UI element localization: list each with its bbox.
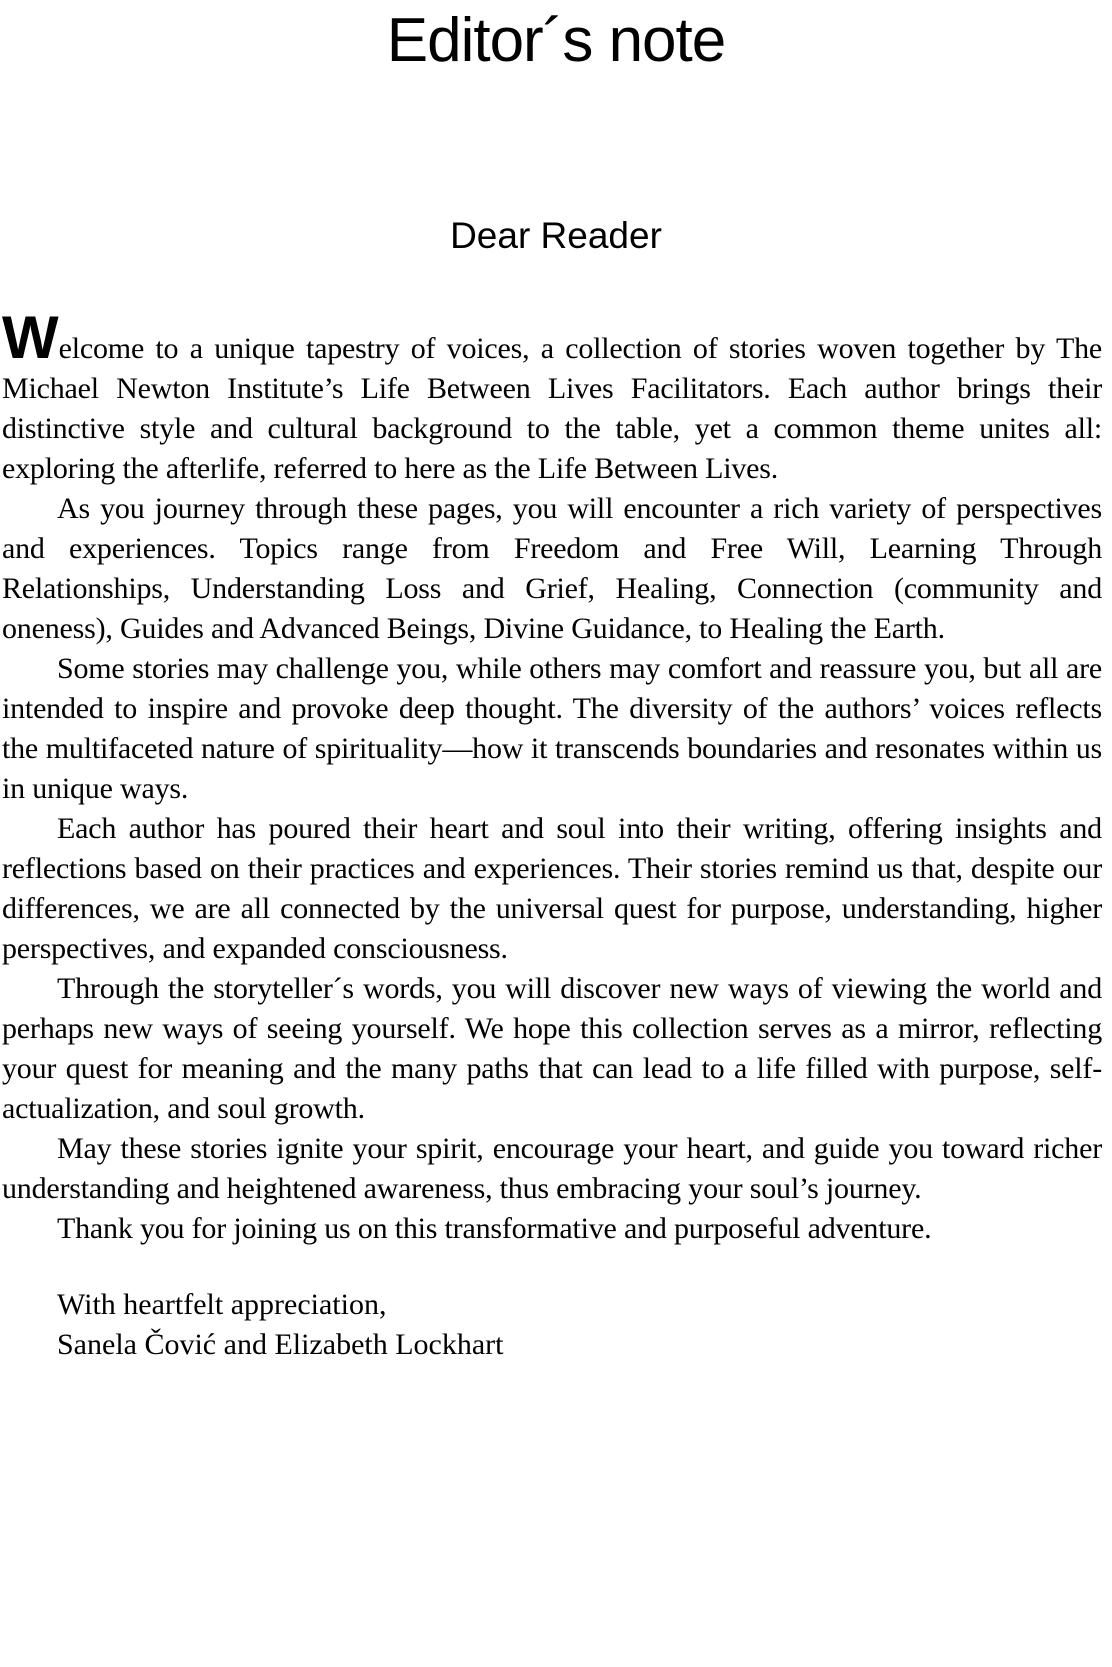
paragraph-text: elcome to a unique tapestry of voices, a collection of stories woven together by The Michael Newton Institute’s Life Between Lives Facilitators. Each author brings their distinctive style and cultural background to the table, yet a common theme unites all: exploring the afterlife, referred to here as the Life Between Lives.: [2, 332, 1102, 486]
paragraph-journey: As you journey through these pages, you will encounter a rich variety of perspectives and experiences. Topics range from Freedom and Free Will, Learning Through Relationships, Understanding Loss and Grief, Healing, Connection (community and oneness), Guides and Advanced Beings, Divine Guidance, to Healing the Earth.: [2, 492, 1102, 646]
letter-body: [2, 304, 1102, 1249]
page-title: Editor´s note: [386, 6, 726, 75]
closing-signature: Sanela Čović and Elizabeth Lockhart: [57, 1328, 504, 1362]
paragraph-storyteller: Through the storyteller´s words, you will discover new ways of viewing the world and perhaps new ways of seeing yourself. We hope this collection serves as a mirror, reflecting your quest for meaning and the many paths that can lead to a life filled with purpose, self-actualization, and soul growth.: [2, 972, 1102, 1126]
paragraph-welcome: [2, 304, 1102, 489]
paragraph-challenge: Some stories may challenge you, while others may comfort and reassure you, but all are intended to inspire and provoke deep thought. The diversity of the authors’ voices reflects the multifaceted nature of spirituality—how it transcends boundaries and resonates within us in unique ways.: [2, 652, 1102, 806]
salutation: Dear Reader: [450, 215, 662, 257]
closing-block: [2, 1285, 1102, 1365]
paragraph-thanks: Thank you for joining us on this transformative and purposeful adventure.: [57, 1212, 932, 1246]
closing-appreciation: With heartfelt appreciation,: [57, 1288, 387, 1322]
paragraph-ignite: May these stories ignite your spirit, encourage your heart, and guide you toward richer understanding and heightened awareness, thus embracing your soul’s journey.: [2, 1132, 1102, 1206]
paragraph-authors: Each author has poured their heart and soul into their writing, offering insights and reflections based on their practices and experiences. Their stories remind us that, despite our differences, we are all connected by the universal quest for purpose, understanding, higher perspectives, and expanded consciousness.: [2, 812, 1102, 966]
dropcap-initial: W: [2, 304, 59, 372]
